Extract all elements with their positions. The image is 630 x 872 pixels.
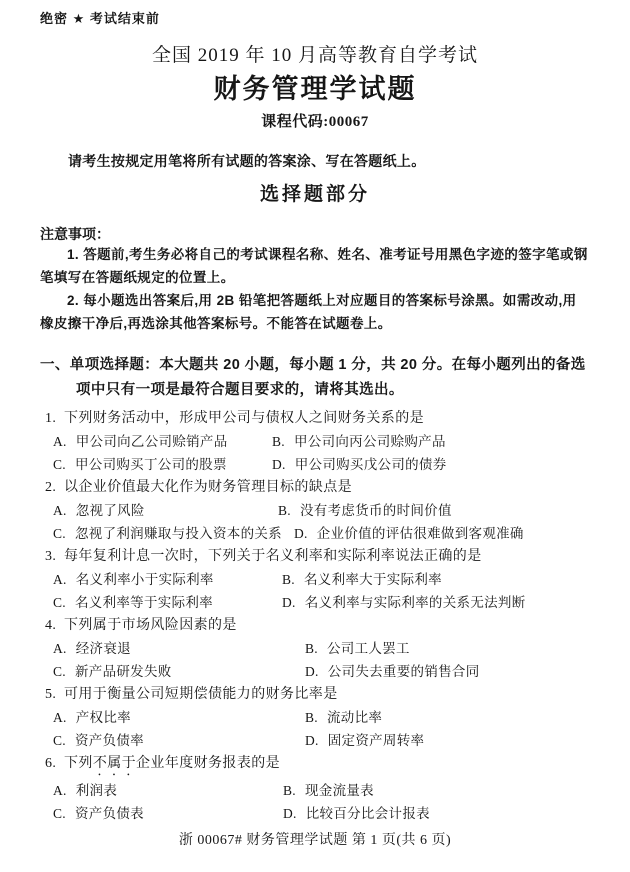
question-number: 3. [45,549,57,564]
option-text: 甲公司购买丁公司的股票 [74,457,227,472]
option-text: 甲公司购买戊公司的债券 [294,457,447,472]
option-label: B. [282,572,295,587]
question-number: 5. [45,687,57,702]
option-A [53,499,278,522]
option-B [282,568,442,591]
option-text: 甲公司向乙公司赊销产品 [75,434,228,449]
option-label: A. [53,434,67,449]
option-row [40,522,590,545]
option-row [40,430,590,453]
option-label: C. [53,457,66,472]
option-C [53,802,283,825]
section-title: 选择题部分 [259,184,370,205]
question-5 [40,683,590,752]
option-text: 没有考虑货币的时间价值 [299,503,452,518]
question-4 [40,614,590,683]
option-text: 现金流量表 [304,783,374,798]
option-label: C. [53,806,66,821]
option-label: B. [305,710,318,725]
option-text: 名义利率等于实际利率 [74,595,213,610]
answer-instruction: 请考生按规定用笔将所有试题的答案涂、写在答题纸上。 [68,153,426,169]
question-stem [40,545,590,568]
question-number: 6. [45,756,57,771]
classification-label: 绝密 ★ 考试结束前 [40,11,160,26]
emphasized-text: 不属于 [92,756,137,771]
notice-item-2: 2. 每小题选出答案后,用 2B 铅笔把答题纸上对应题目的答案标号涂黑。如需改动,用橡皮擦干净后,再选涂其他答案标号。不能答在试题卷上。 [40,293,577,331]
question-text: 下列属于市场风险因素的是 [64,618,237,633]
option-A [53,706,305,729]
notice-item-1: 1. 答题前,考生务必将自己的考试课程名称、姓名、准考证号用黑色字迹的签字笔或钢笔填写在答题纸规定的位置上。 [40,247,588,285]
question-number: 1. [45,411,57,426]
option-row [40,591,590,614]
option-label: B. [305,641,318,656]
option-row [40,637,590,660]
option-label: A. [53,710,67,725]
option-label: D. [282,595,296,610]
question-stem [40,407,590,430]
option-text: 公司工人罢工 [326,641,410,656]
option-text: 忽视了风险 [75,503,145,518]
option-B [278,499,452,522]
question-stem [40,476,590,499]
option-label: B. [283,783,296,798]
option-text: 产权比率 [75,710,131,725]
option-text: 经济衰退 [75,641,131,656]
option-D [283,802,430,825]
option-B [283,779,374,802]
option-label: D. [272,457,286,472]
question-2 [40,476,590,545]
option-row [40,706,590,729]
question-1 [40,407,590,476]
question-stem [40,752,590,779]
option-row [40,660,590,683]
option-D [282,591,526,614]
question-3 [40,545,590,614]
option-A [53,637,305,660]
paper-title: 财务管理学试题 [213,74,417,104]
option-text: 资产负债率 [74,733,144,748]
option-row [40,453,590,476]
question-text: 下列财务活动中，形成甲公司与债权人之间财务关系的是 [64,411,424,426]
exam-title: 全国 2019 年 10 月高等教育自学考试 [151,45,478,66]
option-D [305,729,424,752]
question-text: 以企业价值最大化作为财务管理目标的缺点是 [64,480,352,495]
option-text: 名义利率小于实际利率 [75,572,214,587]
option-row [40,779,590,802]
question-text: 每年复利计息一次时，下列关于名义利率和实际利率说法正确的是 [64,549,482,564]
option-row [40,499,590,522]
option-C [53,522,282,545]
option-D [294,522,524,545]
question-stem [40,614,590,637]
option-B [272,430,446,453]
course-code: 课程代码:00067 [261,114,369,130]
option-text: 企业价值的评估很难做到客观准确 [316,526,524,541]
option-A [53,568,282,591]
option-text: 甲公司向丙公司赊购产品 [293,434,446,449]
option-text: 流动比率 [326,710,383,725]
option-label: A. [53,503,67,518]
option-text: 名义利率大于实际利率 [303,572,442,587]
option-C [53,591,282,614]
question-stem [40,683,590,706]
option-B [305,637,410,660]
part-one-heading: 一、单项选择题：本大题共 20 小题，每小题 1 分，共 20 分。在每小题列出的备选项中只有一项是最符合题目要求的，请将其选出。 [40,357,586,398]
option-label: A. [53,572,67,587]
option-C [53,660,305,683]
question-text: 可用于衡量公司短期偿债能力的财务比率是 [64,687,338,702]
option-text: 名义利率与实际利率的关系无法判断 [304,595,526,610]
option-label: D. [305,733,319,748]
option-text: 固定资产周转率 [327,733,425,748]
option-text: 忽视了利润赚取与投入资本的关系 [74,526,282,541]
option-label: A. [53,641,67,656]
option-A [53,430,272,453]
notice-title: 注意事项： [40,226,110,242]
question-6 [40,752,590,825]
option-C [53,729,305,752]
option-label: C. [53,664,66,679]
option-row [40,802,590,825]
question-number: 4. [45,618,57,633]
option-label: C. [53,595,66,610]
option-D [272,453,447,476]
page-footer: 浙 00067# 财务管理学试题 第 1 页(共 6 页) [178,833,452,848]
option-text: 资产负债表 [74,806,144,821]
question-text: 下列不属于企业年度财务报表的是 [64,756,281,771]
option-label: D. [293,526,308,541]
option-text: 新产品研发失败 [74,664,172,679]
option-label: C. [53,526,66,541]
option-label: C. [53,733,66,748]
option-label: D. [305,664,319,679]
question-number: 2. [45,480,57,495]
option-B [305,706,382,729]
option-label: B. [272,434,285,449]
option-A [53,779,283,802]
option-text: 公司失去重要的销售合同 [327,664,480,679]
option-row [40,568,590,591]
option-text: 利润表 [75,783,118,798]
option-label: A. [53,783,67,798]
option-D [305,660,480,683]
questions-list [40,407,590,825]
option-text: 比较百分比会计报表 [305,806,430,821]
option-C [53,453,272,476]
option-row [40,729,590,752]
option-label: B. [278,503,291,518]
option-label: D. [283,806,297,821]
